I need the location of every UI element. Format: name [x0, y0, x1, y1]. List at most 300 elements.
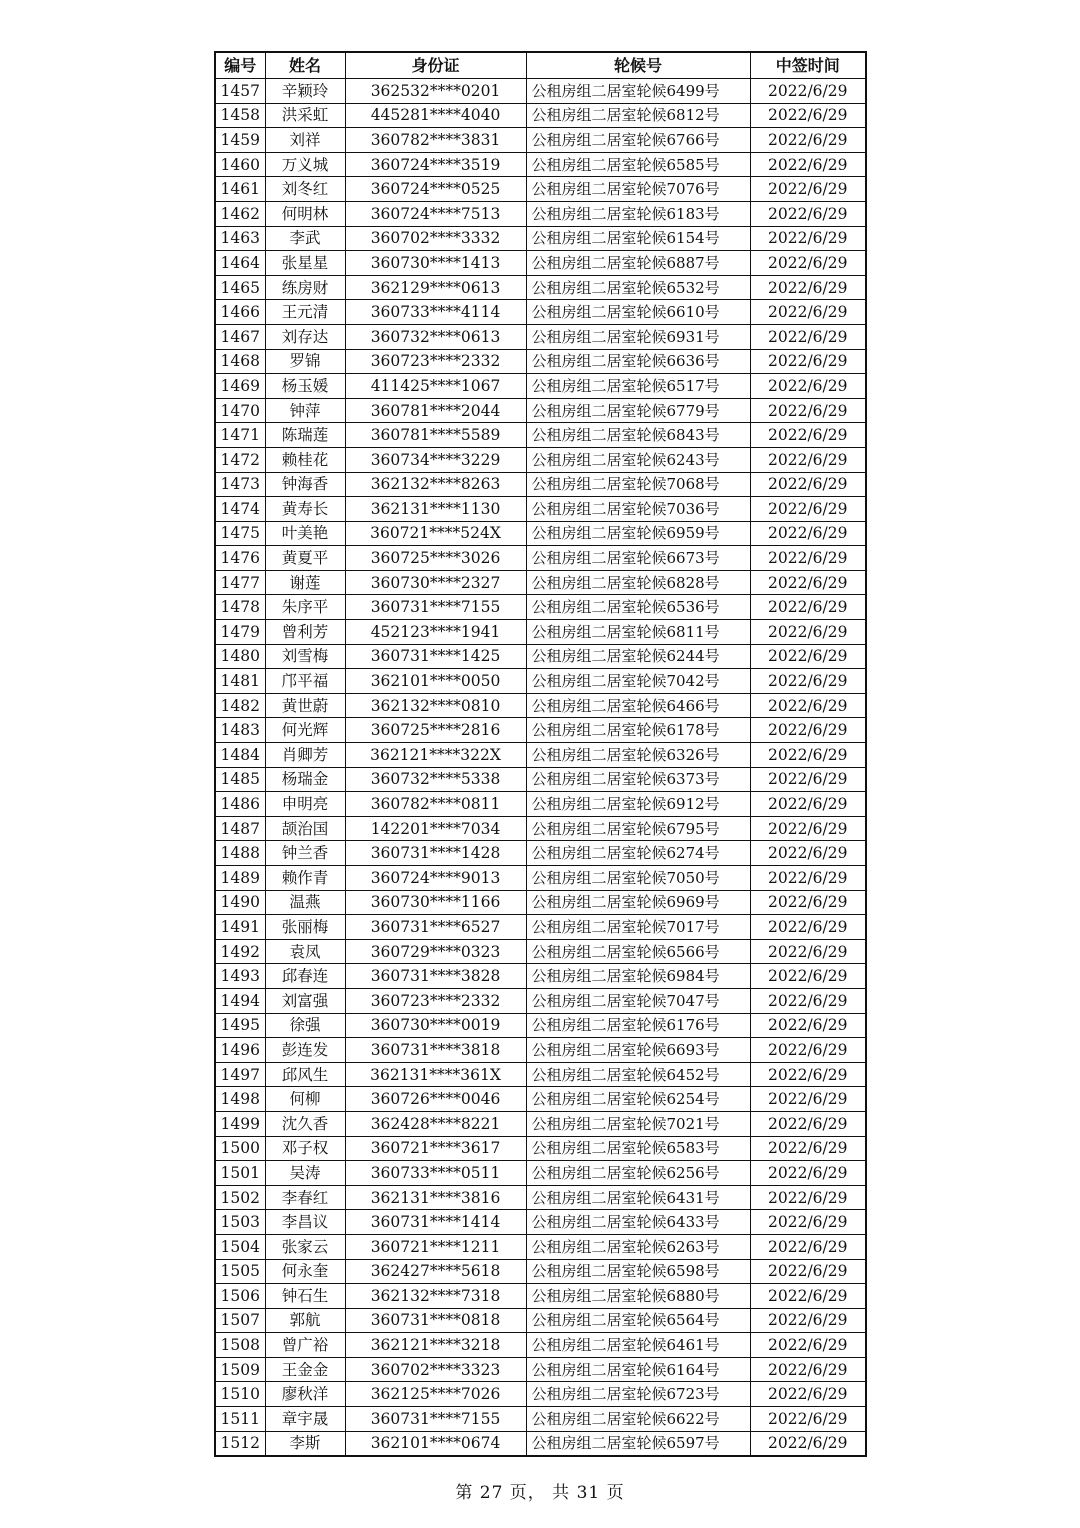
table-row: [215, 103, 866, 128]
cell-id-card: 142201****7034: [345, 816, 526, 841]
cell-id-card: 362101****0050: [345, 669, 526, 694]
cell-sign-date: 2022/6/29: [750, 128, 866, 153]
cell-name: 朱序平: [265, 595, 345, 620]
cell-number: 1469: [215, 374, 265, 399]
cell-number: 1470: [215, 398, 265, 423]
header-number: 编号: [215, 52, 265, 79]
cell-id-card: 360732****5338: [345, 767, 526, 792]
cell-sign-date: 2022/6/29: [750, 595, 866, 620]
cell-sign-date: 2022/6/29: [750, 79, 866, 104]
cell-name: 邝平福: [265, 669, 345, 694]
cell-queue-number: 公租房组二居室轮候6585号: [526, 152, 750, 177]
cell-id-card: 360731****0818: [345, 1308, 526, 1333]
cell-sign-date: 2022/6/29: [750, 374, 866, 399]
cell-name: 郭航: [265, 1308, 345, 1333]
cell-id-card: 445281****4040: [345, 103, 526, 128]
cell-number: 1468: [215, 349, 265, 374]
cell-id-card: 360734****3229: [345, 447, 526, 472]
cell-number: 1495: [215, 1013, 265, 1038]
table-row: [215, 447, 866, 472]
cell-id-card: 360724****3519: [345, 152, 526, 177]
cell-name: 邱春连: [265, 964, 345, 989]
table-row: [215, 1111, 866, 1136]
cell-id-card: 362131****361X: [345, 1062, 526, 1087]
cell-number: 1466: [215, 300, 265, 325]
table-row: [215, 1087, 866, 1112]
cell-queue-number: 公租房组二居室轮候6536号: [526, 595, 750, 620]
cell-id-card: 360723****2332: [345, 988, 526, 1013]
cell-queue-number: 公租房组二居室轮候6154号: [526, 226, 750, 251]
table-body: [215, 79, 866, 1457]
cell-number: 1482: [215, 693, 265, 718]
table-row: [215, 595, 866, 620]
cell-number: 1464: [215, 251, 265, 276]
table-row: [215, 1382, 866, 1407]
cell-sign-date: 2022/6/29: [750, 349, 866, 374]
cell-queue-number: 公租房组二居室轮候6984号: [526, 964, 750, 989]
cell-sign-date: 2022/6/29: [750, 251, 866, 276]
table-row: [215, 472, 866, 497]
table-row: [215, 128, 866, 153]
cell-name: 王元清: [265, 300, 345, 325]
cell-number: 1475: [215, 521, 265, 546]
header-sign-date: 中签时间: [750, 52, 866, 79]
cell-number: 1497: [215, 1062, 265, 1087]
cell-id-card: 362129****0613: [345, 275, 526, 300]
cell-queue-number: 公租房组二居室轮候6959号: [526, 521, 750, 546]
cell-queue-number: 公租房组二居室轮候6178号: [526, 718, 750, 743]
table-row: [215, 1357, 866, 1382]
cell-queue-number: 公租房组二居室轮候6373号: [526, 767, 750, 792]
cell-sign-date: 2022/6/29: [750, 226, 866, 251]
table-row: [215, 79, 866, 104]
cell-name: 袁凤: [265, 939, 345, 964]
cell-id-card: 360731****7155: [345, 595, 526, 620]
cell-name: 黄夏平: [265, 546, 345, 571]
cell-number: 1467: [215, 324, 265, 349]
cell-name: 钟萍: [265, 398, 345, 423]
cell-name: 钟石生: [265, 1284, 345, 1309]
cell-number: 1488: [215, 841, 265, 866]
cell-queue-number: 公租房组二居室轮候7068号: [526, 472, 750, 497]
cell-sign-date: 2022/6/29: [750, 718, 866, 743]
cell-id-card: 360731****1428: [345, 841, 526, 866]
cell-number: 1481: [215, 669, 265, 694]
cell-number: 1502: [215, 1185, 265, 1210]
table-row: [215, 939, 866, 964]
cell-name: 洪采虹: [265, 103, 345, 128]
cell-id-card: 362532****0201: [345, 79, 526, 104]
cell-name: 刘雪梅: [265, 644, 345, 669]
cell-queue-number: 公租房组二居室轮候6461号: [526, 1333, 750, 1358]
table-row: [215, 792, 866, 817]
cell-id-card: 360731****3818: [345, 1038, 526, 1063]
table-row: [215, 1284, 866, 1309]
cell-id-card: 360782****0811: [345, 792, 526, 817]
cell-number: 1490: [215, 890, 265, 915]
cell-id-card: 362428****8221: [345, 1111, 526, 1136]
cell-sign-date: 2022/6/29: [750, 1407, 866, 1432]
cell-name: 张星星: [265, 251, 345, 276]
cell-id-card: 360733****4114: [345, 300, 526, 325]
cell-queue-number: 公租房组二居室轮候6254号: [526, 1087, 750, 1112]
cell-number: 1484: [215, 743, 265, 768]
cell-name: 李武: [265, 226, 345, 251]
cell-queue-number: 公租房组二居室轮候6880号: [526, 1284, 750, 1309]
table-row: [215, 743, 866, 768]
cell-sign-date: 2022/6/29: [750, 988, 866, 1013]
cell-name: 何明林: [265, 201, 345, 226]
table-row: [215, 497, 866, 522]
cell-number: 1478: [215, 595, 265, 620]
cell-queue-number: 公租房组二居室轮候7076号: [526, 177, 750, 202]
cell-name: 何柳: [265, 1087, 345, 1112]
cell-number: 1474: [215, 497, 265, 522]
table-row: [215, 177, 866, 202]
table-row: [215, 841, 866, 866]
cell-queue-number: 公租房组二居室轮候6795号: [526, 816, 750, 841]
cell-sign-date: 2022/6/29: [750, 521, 866, 546]
table-row: [215, 1333, 866, 1358]
cell-number: 1461: [215, 177, 265, 202]
cell-id-card: 360725****2816: [345, 718, 526, 743]
cell-number: 1494: [215, 988, 265, 1013]
cell-name: 辛颖玲: [265, 79, 345, 104]
cell-name: 颉治国: [265, 816, 345, 841]
cell-id-card: 360729****0323: [345, 939, 526, 964]
table-row: [215, 1210, 866, 1235]
table-row: [215, 570, 866, 595]
cell-id-card: 360702****3332: [345, 226, 526, 251]
cell-sign-date: 2022/6/29: [750, 792, 866, 817]
cell-id-card: 362131****1130: [345, 497, 526, 522]
cell-id-card: 360731****7155: [345, 1407, 526, 1432]
cell-sign-date: 2022/6/29: [750, 152, 866, 177]
cell-sign-date: 2022/6/29: [750, 866, 866, 891]
cell-queue-number: 公租房组二居室轮候6431号: [526, 1185, 750, 1210]
cell-name: 杨玉媛: [265, 374, 345, 399]
cell-name: 王金金: [265, 1357, 345, 1382]
table-row: [215, 1407, 866, 1432]
cell-id-card: 360723****2332: [345, 349, 526, 374]
table-row: [215, 1234, 866, 1259]
cell-sign-date: 2022/6/29: [750, 472, 866, 497]
cell-queue-number: 公租房组二居室轮候6433号: [526, 1210, 750, 1235]
cell-sign-date: 2022/6/29: [750, 1431, 866, 1456]
cell-queue-number: 公租房组二居室轮候6183号: [526, 201, 750, 226]
cell-number: 1471: [215, 423, 265, 448]
cell-name: 何光辉: [265, 718, 345, 743]
table-row: [215, 816, 866, 841]
cell-number: 1483: [215, 718, 265, 743]
cell-sign-date: 2022/6/29: [750, 1062, 866, 1087]
cell-number: 1498: [215, 1087, 265, 1112]
cell-name: 李斯: [265, 1431, 345, 1456]
cell-id-card: 362131****3816: [345, 1185, 526, 1210]
cell-id-card: 362427****5618: [345, 1259, 526, 1284]
cell-number: 1500: [215, 1136, 265, 1161]
table-row: [215, 324, 866, 349]
cell-number: 1472: [215, 447, 265, 472]
cell-sign-date: 2022/6/29: [750, 620, 866, 645]
cell-queue-number: 公租房组二居室轮候6811号: [526, 620, 750, 645]
table-row: [215, 988, 866, 1013]
cell-sign-date: 2022/6/29: [750, 939, 866, 964]
cell-name: 刘富强: [265, 988, 345, 1013]
table-row: [215, 300, 866, 325]
cell-name: 温燕: [265, 890, 345, 915]
cell-queue-number: 公租房组二居室轮候6326号: [526, 743, 750, 768]
cell-number: 1489: [215, 866, 265, 891]
cell-name: 赖桂花: [265, 447, 345, 472]
cell-name: 钟海香: [265, 472, 345, 497]
cell-number: 1487: [215, 816, 265, 841]
cell-sign-date: 2022/6/29: [750, 1357, 866, 1382]
cell-queue-number: 公租房组二居室轮候6466号: [526, 693, 750, 718]
cell-queue-number: 公租房组二居室轮候7036号: [526, 497, 750, 522]
cell-queue-number: 公租房组二居室轮候6887号: [526, 251, 750, 276]
table-row: [215, 1161, 866, 1186]
table-row: [215, 152, 866, 177]
cell-sign-date: 2022/6/29: [750, 1382, 866, 1407]
table-row: [215, 251, 866, 276]
cell-queue-number: 公租房组二居室轮候6931号: [526, 324, 750, 349]
cell-number: 1460: [215, 152, 265, 177]
cell-number: 1504: [215, 1234, 265, 1259]
cell-id-card: 360731****6527: [345, 915, 526, 940]
cell-name: 叶美艳: [265, 521, 345, 546]
cell-sign-date: 2022/6/29: [750, 1234, 866, 1259]
cell-id-card: 360731****1414: [345, 1210, 526, 1235]
cell-name: 刘存达: [265, 324, 345, 349]
cell-queue-number: 公租房组二居室轮候6597号: [526, 1431, 750, 1456]
table-row: [215, 349, 866, 374]
cell-number: 1491: [215, 915, 265, 940]
cell-queue-number: 公租房组二居室轮候6843号: [526, 423, 750, 448]
cell-sign-date: 2022/6/29: [750, 1284, 866, 1309]
cell-name: 张丽梅: [265, 915, 345, 940]
cell-sign-date: 2022/6/29: [750, 669, 866, 694]
table-row: [215, 1136, 866, 1161]
cell-id-card: 360731****1425: [345, 644, 526, 669]
cell-queue-number: 公租房组二居室轮候7021号: [526, 1111, 750, 1136]
allocation-table: [214, 51, 867, 1457]
cell-number: 1505: [215, 1259, 265, 1284]
cell-number: 1465: [215, 275, 265, 300]
cell-number: 1512: [215, 1431, 265, 1456]
header-id-card: 身份证: [345, 52, 526, 79]
header-name: 姓名: [265, 52, 345, 79]
table-row: [215, 693, 866, 718]
cell-number: 1508: [215, 1333, 265, 1358]
page-footer: 第 27 页， 共 31 页: [455, 1483, 625, 1503]
cell-queue-number: 公租房组二居室轮候6622号: [526, 1407, 750, 1432]
cell-number: 1462: [215, 201, 265, 226]
cell-number: 1457: [215, 79, 265, 104]
header-queue-number: 轮候号: [526, 52, 750, 79]
cell-name: 章宇晟: [265, 1407, 345, 1432]
cell-sign-date: 2022/6/29: [750, 1161, 866, 1186]
cell-number: 1473: [215, 472, 265, 497]
cell-id-card: 360724****9013: [345, 866, 526, 891]
cell-sign-date: 2022/6/29: [750, 546, 866, 571]
cell-queue-number: 公租房组二居室轮候6812号: [526, 103, 750, 128]
cell-number: 1507: [215, 1308, 265, 1333]
cell-number: 1459: [215, 128, 265, 153]
cell-name: 邓子权: [265, 1136, 345, 1161]
cell-id-card: 362121****3218: [345, 1333, 526, 1358]
cell-queue-number: 公租房组二居室轮候7017号: [526, 915, 750, 940]
cell-sign-date: 2022/6/29: [750, 570, 866, 595]
cell-sign-date: 2022/6/29: [750, 915, 866, 940]
cell-sign-date: 2022/6/29: [750, 1111, 866, 1136]
cell-sign-date: 2022/6/29: [750, 103, 866, 128]
cell-number: 1506: [215, 1284, 265, 1309]
table-row: [215, 866, 866, 891]
table-row: [215, 669, 866, 694]
cell-number: 1486: [215, 792, 265, 817]
table-row: [215, 1038, 866, 1063]
table-row: [215, 398, 866, 423]
cell-name: 黄寿长: [265, 497, 345, 522]
cell-queue-number: 公租房组二居室轮候6517号: [526, 374, 750, 399]
table-row: [215, 1259, 866, 1284]
cell-sign-date: 2022/6/29: [750, 841, 866, 866]
cell-id-card: 360781****5589: [345, 423, 526, 448]
table-row: [215, 964, 866, 989]
cell-name: 徐强: [265, 1013, 345, 1038]
cell-name: 廖秋洋: [265, 1382, 345, 1407]
cell-name: 李春红: [265, 1185, 345, 1210]
cell-queue-number: 公租房组二居室轮候6693号: [526, 1038, 750, 1063]
cell-id-card: 362121****322X: [345, 743, 526, 768]
cell-sign-date: 2022/6/29: [750, 767, 866, 792]
cell-sign-date: 2022/6/29: [750, 1308, 866, 1333]
cell-sign-date: 2022/6/29: [750, 447, 866, 472]
cell-sign-date: 2022/6/29: [750, 693, 866, 718]
cell-sign-date: 2022/6/29: [750, 1087, 866, 1112]
cell-queue-number: 公租房组二居室轮候6176号: [526, 1013, 750, 1038]
cell-queue-number: 公租房组二居室轮候6244号: [526, 644, 750, 669]
cell-sign-date: 2022/6/29: [750, 1136, 866, 1161]
cell-queue-number: 公租房组二居室轮候6766号: [526, 128, 750, 153]
table-row: [215, 644, 866, 669]
cell-name: 申明亮: [265, 792, 345, 817]
cell-name: 肖卿芳: [265, 743, 345, 768]
cell-name: 李昌议: [265, 1210, 345, 1235]
cell-queue-number: 公租房组二居室轮候6673号: [526, 546, 750, 571]
cell-id-card: 360732****0613: [345, 324, 526, 349]
cell-number: 1499: [215, 1111, 265, 1136]
table-row: [215, 767, 866, 792]
cell-id-card: 360730****0019: [345, 1013, 526, 1038]
table-row: [215, 275, 866, 300]
table-row: [215, 915, 866, 940]
table-row: [215, 1062, 866, 1087]
cell-name: 沈久香: [265, 1111, 345, 1136]
table-row: [215, 423, 866, 448]
cell-sign-date: 2022/6/29: [750, 964, 866, 989]
cell-sign-date: 2022/6/29: [750, 1210, 866, 1235]
cell-number: 1477: [215, 570, 265, 595]
cell-id-card: 360724****0525: [345, 177, 526, 202]
cell-queue-number: 公租房组二居室轮候6723号: [526, 1382, 750, 1407]
table-row: [215, 374, 866, 399]
cell-name: 赖作青: [265, 866, 345, 891]
cell-number: 1510: [215, 1382, 265, 1407]
cell-id-card: 360702****3323: [345, 1357, 526, 1382]
cell-name: 练房财: [265, 275, 345, 300]
table-row: [215, 1185, 866, 1210]
cell-sign-date: 2022/6/29: [750, 324, 866, 349]
cell-number: 1503: [215, 1210, 265, 1235]
cell-id-card: 411425****1067: [345, 374, 526, 399]
cell-id-card: 360721****3617: [345, 1136, 526, 1161]
cell-name: 曾利芳: [265, 620, 345, 645]
cell-id-card: 360726****0046: [345, 1087, 526, 1112]
cell-number: 1496: [215, 1038, 265, 1063]
cell-sign-date: 2022/6/29: [750, 201, 866, 226]
cell-number: 1479: [215, 620, 265, 645]
cell-id-card: 360731****3828: [345, 964, 526, 989]
cell-id-card: 360781****2044: [345, 398, 526, 423]
cell-number: 1485: [215, 767, 265, 792]
cell-sign-date: 2022/6/29: [750, 1013, 866, 1038]
cell-id-card: 362132****7318: [345, 1284, 526, 1309]
cell-sign-date: 2022/6/29: [750, 275, 866, 300]
cell-sign-date: 2022/6/29: [750, 743, 866, 768]
cell-id-card: 362132****0810: [345, 693, 526, 718]
table-row: [215, 201, 866, 226]
cell-queue-number: 公租房组二居室轮候6532号: [526, 275, 750, 300]
cell-id-card: 360721****524X: [345, 521, 526, 546]
cell-sign-date: 2022/6/29: [750, 1038, 866, 1063]
table-row: [215, 718, 866, 743]
cell-number: 1501: [215, 1161, 265, 1186]
cell-name: 万义城: [265, 152, 345, 177]
cell-number: 1509: [215, 1357, 265, 1382]
cell-name: 吴涛: [265, 1161, 345, 1186]
cell-number: 1493: [215, 964, 265, 989]
cell-name: 黄世蔚: [265, 693, 345, 718]
cell-sign-date: 2022/6/29: [750, 300, 866, 325]
cell-name: 刘祥: [265, 128, 345, 153]
cell-id-card: 360721****1211: [345, 1234, 526, 1259]
cell-id-card: 452123****1941: [345, 620, 526, 645]
cell-queue-number: 公租房组二居室轮候6274号: [526, 841, 750, 866]
cell-sign-date: 2022/6/29: [750, 890, 866, 915]
cell-number: 1476: [215, 546, 265, 571]
cell-name: 张家云: [265, 1234, 345, 1259]
cell-queue-number: 公租房组二居室轮候7050号: [526, 866, 750, 891]
cell-queue-number: 公租房组二居室轮候6243号: [526, 447, 750, 472]
cell-id-card: 360733****0511: [345, 1161, 526, 1186]
cell-id-card: 360730****1166: [345, 890, 526, 915]
cell-name: 彭连发: [265, 1038, 345, 1063]
cell-queue-number: 公租房组二居室轮候6969号: [526, 890, 750, 915]
table-row: [215, 546, 866, 571]
cell-queue-number: 公租房组二居室轮候6566号: [526, 939, 750, 964]
table-row: [215, 1431, 866, 1456]
cell-number: 1492: [215, 939, 265, 964]
table-row: [215, 890, 866, 915]
cell-number: 1511: [215, 1407, 265, 1432]
cell-id-card: 360724****7513: [345, 201, 526, 226]
cell-queue-number: 公租房组二居室轮候6636号: [526, 349, 750, 374]
cell-id-card: 360725****3026: [345, 546, 526, 571]
cell-queue-number: 公租房组二居室轮候6583号: [526, 1136, 750, 1161]
cell-name: 邱风生: [265, 1062, 345, 1087]
